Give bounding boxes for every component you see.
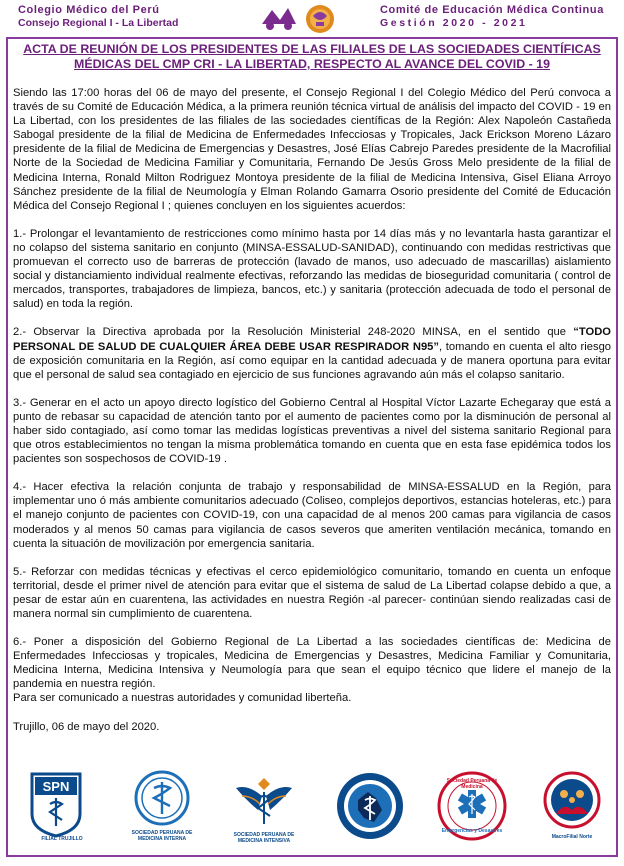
spn-logo	[26, 770, 98, 846]
signature-date: Trujillo, 06 de mayo del 2020.	[13, 720, 160, 733]
macrofilial-logo	[536, 770, 608, 846]
spmeit-logo	[334, 770, 406, 846]
spmi-logo-caption: SOCIEDAD PERUANA DE MEDICINA INTERNA	[131, 830, 193, 842]
agreement-3	[13, 396, 611, 466]
intro-paragraph: Siendo las 17:00 horas del 06 de mayo del presente, el Consejo Regional I del Colegio Médico del Perú convoca a través de su Comité de Educación Médica, a la primera reunión técnica virtual de análisis del impacto del COVID - 19 en La Libertad, con los presidentes de las filiales de las sociedades científicas de la Región: Alex Napoleón Castañeda Sabogal presidente de la filial de Medicina de Enfermedades Infecciosas y Tropicales, Jack Erickson Moreno Lázaro presidente de la filial de Medicina de Emergencias y Desastres, José Elías Cabrejo Paredes presidente de la Macrofilial Norte de la Sociedad de Medicina Familiar y Comunitaria, Fernando De Jesús Gross Melo presidente de la filial de Medicina Interna, Ronald Milton Rodriguez Montoya presidente de la filial de Medicina Intensiva, Gisel Eliana Arroyo Sánchez presidente de la filial de Neumología y Elman Rolando Gamarra Osorio presidente del Comité de Educación Médica del Consejo Regional I ; quienes concluyen en los siguientes acuerdos:	[13, 87, 611, 212]
agreement-text: 5.- Reforzar con medidas técnicas y efectivas el cerco epidemiológico comunitario, tomando en cuenta un enfoque territorial, desde el primer nivel de atención para evitar que el sistema de salud de La Libertad colapse debido a que, a pesar de estar aún en cuarentena, las actividades en nuestra Región -al parecer- continúan siendo realizadas casi de manera normal sin cumplimiento de cuarentena.	[13, 565, 611, 620]
agreement-text: 6.- Poner a disposición del Gobierno Regional de La Libertad a las sociedades científicas de: Medicina de Enfermedades Infecciosas y tropicales, Medicina de Emergencias y Desastres, Medicina Familiar y Comunitaria, Medicina Interna, Medicina Intensiva y Neumología para que sean el equipo técnico que lidere el manejo de la pandemia en nuestra región.	[13, 636, 611, 691]
spn-logo-caption: FILIAL TRUJILLO	[41, 836, 83, 842]
macrofilial-logo-caption: MacroFilial Norte	[551, 834, 593, 840]
spmi-emblem-icon	[126, 770, 198, 830]
macrofilial-family-icon	[536, 770, 608, 834]
title-line-2: MÉDICAS DEL CMP CRI - LA LIBERTAD, RESPECTO AL AVANCE DEL COVID - 19	[74, 57, 550, 71]
title-line-1: ACTA DE REUNIÓN DE LOS PRESIDENTES DE LAS FILIALES DE LAS SOCIEDADES CIENTÍFICAS	[23, 42, 601, 56]
document-title	[12, 42, 612, 72]
agreement-emphasis: “TODO PERSONAL DE SALUD DE CUALQUIER ÁREA DEBE USAR RESPIRADOR N95”	[13, 326, 611, 353]
spmi-intensiva-wings-icon	[228, 770, 300, 832]
document-body	[13, 86, 611, 748]
document-header	[0, 0, 624, 40]
agreement-6	[13, 635, 611, 691]
spmed-logo-caption: Emergencias y Desastres	[441, 828, 503, 834]
header-logos	[258, 2, 348, 36]
header-left	[18, 4, 248, 30]
agreement-text: 3.- Generar en el acto un apoyo directo logístico del Gobierno Central al Hospital Víctor Lazarte Echegaray que está a punto de rebasar su capacidad de atención tanto por el aumento de pacientes como por la disminución de personal al haber sido contagiado, así como tomar las medidas logísticas preventivas a nivel del sistema sanitario Regional para que otros establecimientos no tengan la misma problemática tomando en cuenta que en esta fase epidémica todos los pacientes son sospechosos de COVID-19 .	[13, 396, 611, 466]
closing-line: Para ser comunicado a nuestras autoridades y comunidad liberteña.	[13, 692, 352, 705]
header-management-period: Gestión 2020 - 2021	[380, 17, 528, 29]
agreement-text: 4.- Hacer efectiva la relación conjunta de trabajo y responsabilidad de MINSA-ESSALUD en la Región, para implementar uno ó más ambiente comunitarios adecuado (Coliseo, complejos deportivos, estancias hoteleras, etc.) para el manejo conjunto de pacientes con COVID-19, con una capacidad de al menos 200 camas para vigilancia de casos moderados y al menos 50 camas para vigilancia de casos severos que ameriten ventilación mecánica, tomando en cuenta la situación de movilización por emergencia sanitaria.	[13, 481, 611, 550]
agreement-text: 1.- Prolongar el levantamiento de restricciones como mínimo hasta por 14 días más y no levantarla hasta garantizar el no colapso del sistema sanitario en conjunto (MINSA-ESSALUD-SANIDAD), continuando con medidas restrictivas que promuevan el correcto uso de barreras de protección (lavado de manos, uso adecuado de mascarillas) aislamiento social y distanciamiento individual realmente efectivas, reforzando las medidas de bioseguridad comunitaria ( control de mercados, transportes, trabajadores de limpieza, bancos, etc.) y sanitaria (protección adecuada de todo el personal de salud) en toda la región.	[13, 227, 611, 311]
spmi-logo	[126, 770, 198, 846]
agreement-1	[13, 227, 611, 312]
header-regional-council: Consejo Regional I - La Libertad	[18, 17, 179, 29]
agreement-2	[13, 325, 611, 381]
spmeit-circle-icon	[334, 770, 406, 842]
agreement-text-continued: , tomando en cuenta el alto riesgo de exposición comunitaria en la Región, así como equipar en la cantidad adecuada y de manera oportuna para evitar que el personal de salud sea contagiado en ejercicio de sus funciones agravando aún más el colapso sanitario.	[13, 340, 612, 381]
agreement-text: 2.- Observar la Directiva aprobada por la Resolución Ministerial 248-2020 MINSA, en el sentido que	[13, 326, 574, 339]
spmed-logo-arc-text: Sociedad Peruana de Medicina	[446, 778, 498, 790]
agreement-5	[13, 565, 611, 621]
header-committee-name: Comité de Educación Médica Continua	[380, 4, 604, 16]
spmed-logo	[436, 770, 508, 846]
spn-shield-icon	[26, 770, 86, 838]
spmi-intensiva-logo	[228, 770, 300, 846]
header-right	[380, 4, 610, 30]
spn-logo-text: SPN	[42, 779, 70, 794]
header-emblem-icon	[258, 2, 348, 36]
spmi-intensiva-logo-caption: SOCIEDAD PERUANA DE MEDICINA INTENSIVA	[233, 832, 295, 844]
header-college-name: Colegio Médico del Perú	[18, 4, 160, 16]
footer-logos	[16, 770, 608, 850]
agreement-4	[13, 480, 611, 550]
